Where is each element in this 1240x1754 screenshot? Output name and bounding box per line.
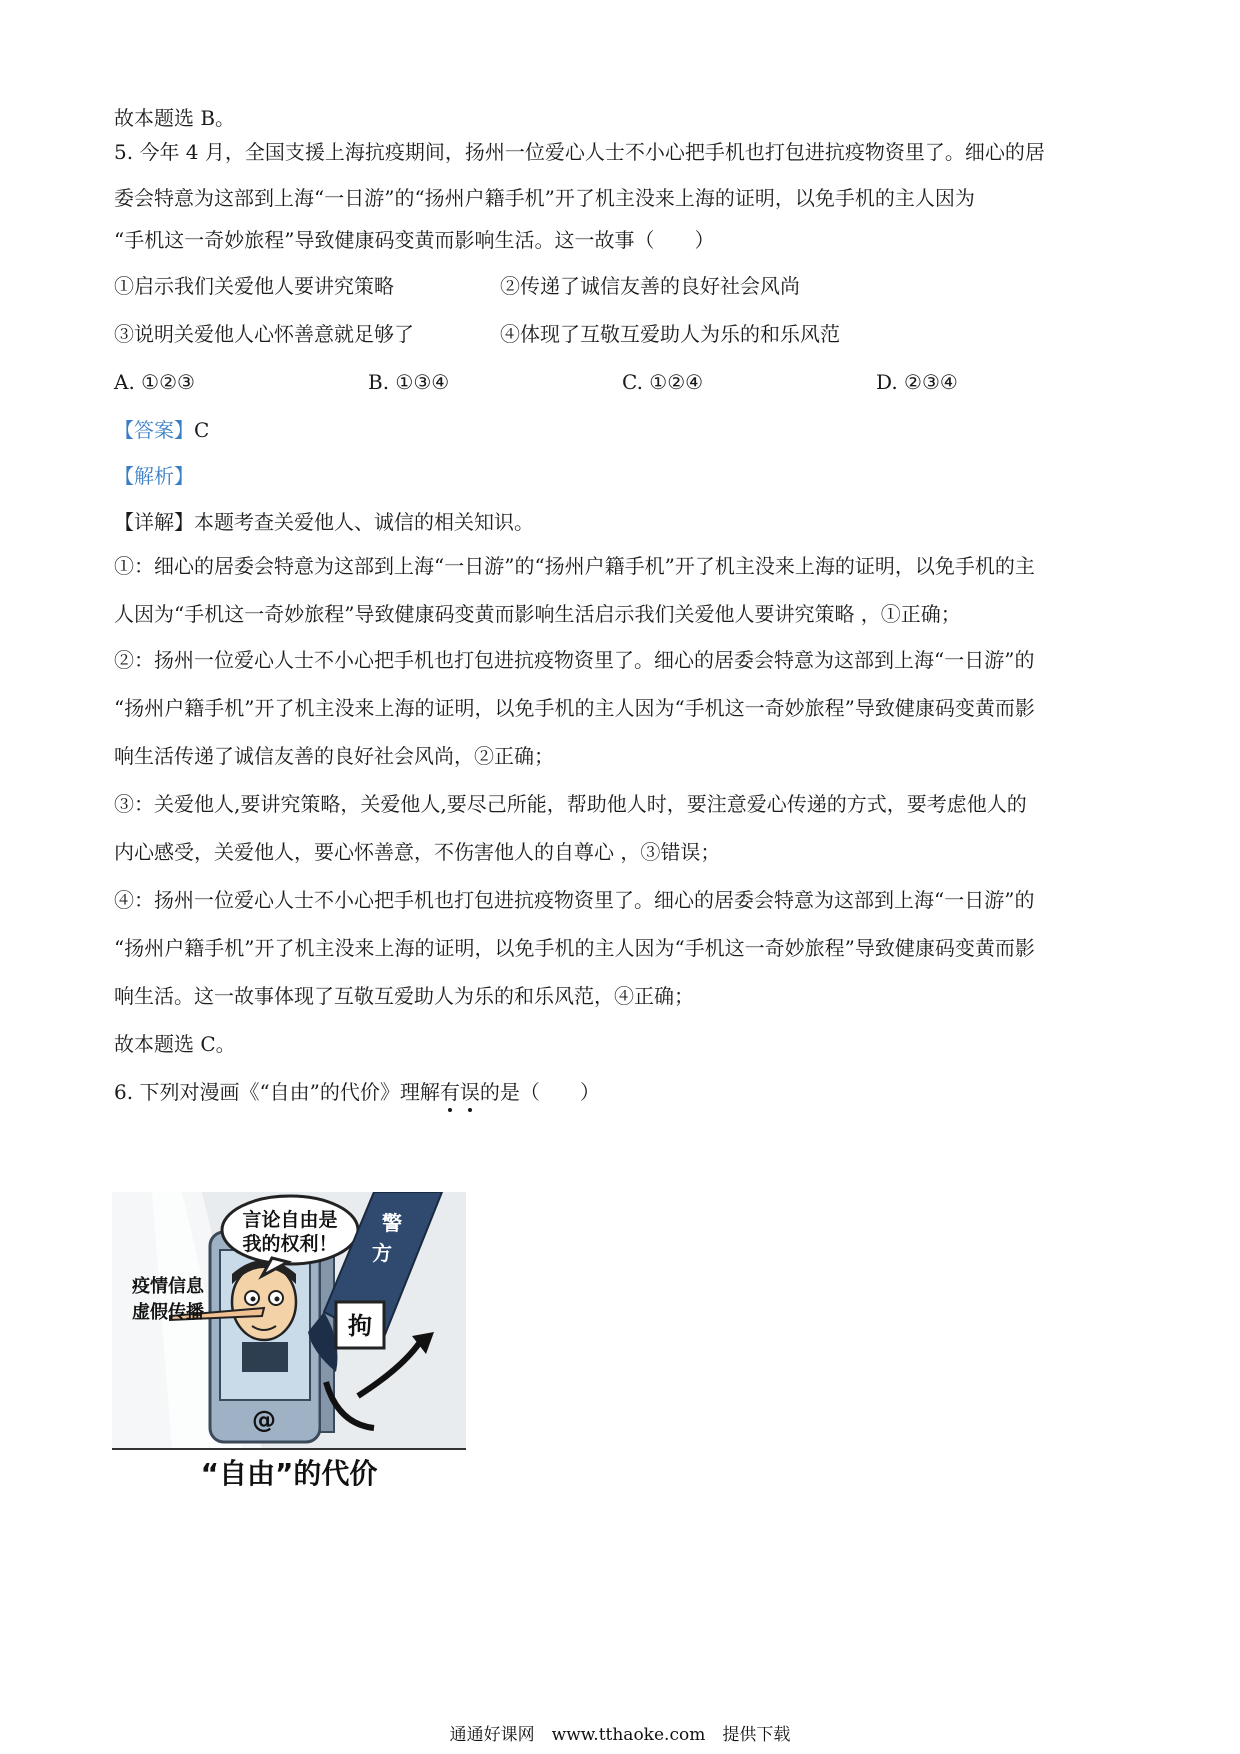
label-line-2: 虚假传播 — [132, 1302, 204, 1323]
police-char-2: 方 — [372, 1241, 392, 1265]
label-line-1: 疫情信息 — [132, 1276, 204, 1297]
detail-1-line-1: ①：细心的居委会特意为这部到上海“一日游”的“扬州户籍手机”开了机主没来上海的证明，以免手机的主 — [114, 554, 1035, 578]
statement-4: ④体现了互敬互爱助人为乐的和乐风范 — [500, 322, 840, 346]
detail-3-line-1: ③：关爱他人,要讲究策略，关爱他人,要尽己所能，帮助他人时，要注意爱心传递的方式，要考虑他人的 — [114, 792, 1027, 816]
statement-3: ③说明关爱他人心怀善意就足够了 — [114, 322, 414, 346]
police-char-1: 警 — [382, 1211, 402, 1235]
detail-2-line-3: 响生活传递了诚信友善的良好社会风尚，②正确； — [114, 744, 554, 768]
question-5-stem-line-1: 5. 今年 4 月，全国支援上海抗疫期间，扬州一位爱心人士不小心把手机也打包进抗疫物资里了。细心的居 — [114, 140, 1045, 164]
answer-line — [114, 416, 209, 444]
detain-sign — [336, 1302, 384, 1348]
statement-2: ②传递了诚信友善的良好社会风尚 — [500, 274, 800, 298]
question-5-stem-line-3: “手机这一奇妙旅程”导致健康码变黄而影响生活。这一故事（ ） — [114, 228, 715, 252]
detail-2-line-2: “扬州户籍手机”开了机主没来上海的证明，以免手机的主人因为“手机这一奇妙旅程”导致健康码变黄而影 — [114, 696, 1035, 720]
cartoon-illustration — [112, 1192, 466, 1450]
at-sign-icon: @ — [252, 1406, 276, 1434]
detail-4-line-3: 响生活。这一故事体现了互敬互爱助人为乐的和乐风范，④正确； — [114, 984, 694, 1008]
option-c: C. ①②④ — [622, 370, 704, 394]
sign-char: 拘 — [348, 1312, 372, 1340]
footer-source: 通通好课网 www.tthaoke.com 提供下载 — [449, 1725, 791, 1745]
option-b: B. ①③④ — [368, 370, 450, 394]
analysis-label: 【解析】 — [114, 464, 194, 488]
cartoon-caption: “自由”的代价 — [200, 1457, 378, 1490]
conclusion: 故本题选 C。 — [114, 1032, 236, 1056]
emphasis-char-1: 有 — [439, 1080, 460, 1104]
detail-3-line-2: 内心感受，关爱他人，要心怀善意，不伤害他人的自尊心 ，③错误； — [114, 840, 721, 864]
bubble-line-1: 言论自由是 — [242, 1209, 338, 1231]
detail-intro: 【详解】本题考查关爱他人、诚信的相关知识。 — [114, 510, 534, 534]
detail-4-line-2: “扬州户籍手机”开了机主没来上海的证明，以免手机的主人因为“手机这一奇妙旅程”导致健康码变黄而影 — [114, 936, 1035, 960]
question-6-stem — [114, 1078, 600, 1106]
detail-2-line-1: ②：扬州一位爱心人士不小心把手机也打包进抗疫物资里了。细心的居委会特意为这部到上海“一日游”的 — [114, 648, 1035, 672]
option-d: D. ②③④ — [876, 370, 958, 394]
option-a: A. ①②③ — [114, 370, 195, 394]
question-6-stem-end: 的是（ ） — [479, 1080, 600, 1104]
answer-value: C — [194, 418, 210, 442]
detail-4-line-1: ④：扬州一位爱心人士不小心把手机也打包进抗疫物资里了。细心的居委会特意为这部到上海“一日游”的 — [114, 888, 1035, 912]
prev-conclusion: 故本题选 B。 — [114, 106, 236, 130]
statement-1: ①启示我们关爱他人要讲究策略 — [114, 274, 394, 298]
bubble-line-2: 我的权利！ — [242, 1233, 338, 1255]
answer-label: 【答案】 — [114, 418, 194, 442]
emphasis-char-2: 误 — [459, 1080, 480, 1104]
detail-1-line-2: 人因为“手机这一奇妙旅程”导致健康码变黄而影响生活启示我们关爱他人要讲究策略 ，①正确； — [114, 602, 961, 626]
question-5-stem-line-2: 委会特意为这部到上海“一日游”的“扬州户籍手机”开了机主没来上海的证明，以免手机的主人因为 — [114, 186, 975, 210]
question-6-stem-start: 6. 下列对漫画《“自由”的代价》理解 — [114, 1080, 440, 1104]
